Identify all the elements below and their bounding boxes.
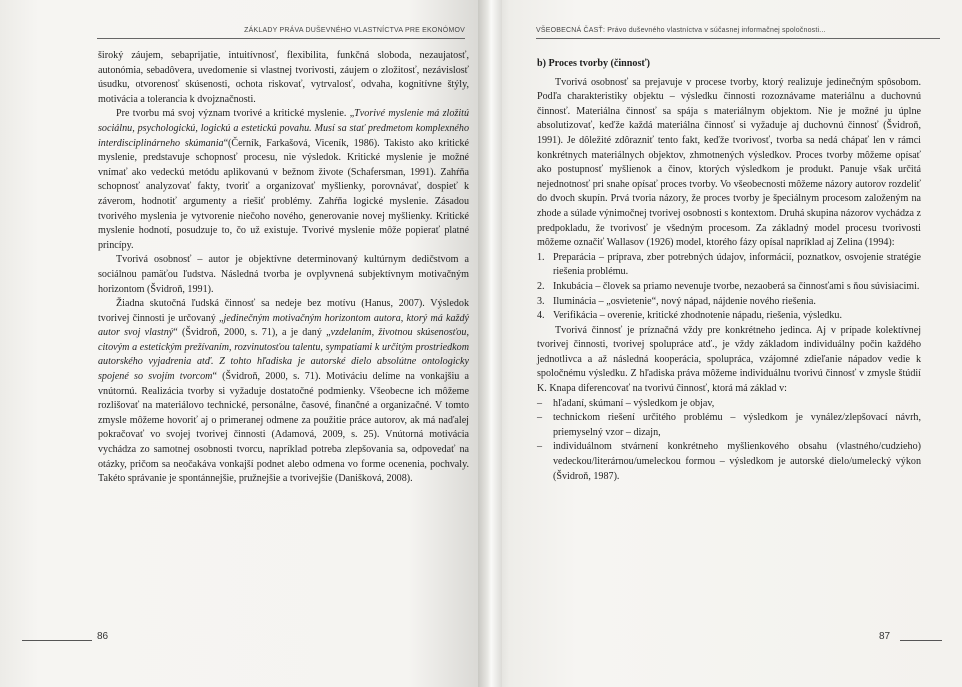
left-page-number: 86 (97, 631, 109, 642)
paragraph (98, 253, 469, 297)
italic-quote: jedinečným motivačným horizontom autora, ktorý má každý autor svoj vlastný (98, 312, 469, 339)
bullet-dash: – (537, 397, 543, 409)
list-item-text: individuálnom stvárnení konkrétneho myšlienkového obsahu (vlastného/cudzieho) vedeckou/literárnou/umeleckou formou – výsledkom je autorské dielo/umelecký výkon (Švidroň, 1987). (553, 441, 921, 482)
left-header-rule (97, 38, 465, 39)
list-item (537, 295, 921, 310)
italic-quote: vzdelaním, životnou skúsenosťou, citovým a estetickým prežívaním, rozvinutosťou talentu, sympatiami k určitým prostriedkom autorského vyjadrenia atď. Z tohto hľadiska je autorské dielo absolútne ontologicky spojené so svojím tvorcom (98, 327, 469, 383)
paragraph (98, 49, 469, 107)
bullet-dash: – (537, 412, 543, 424)
list-number: 3. (537, 295, 545, 307)
list-item (537, 411, 921, 440)
paragraph: Tvorivá osobnosť sa prejavuje v procese tvorby, ktorý realizuje jedinečným spôsobom. Podľa charakteristiky objektu – výsledku činnosti rozoznávame materiálnu a duchovnú činnosť. Materiálna činnosť sa spája s materiálnym objektom. Nie je možné ju úplne absolutizovať, keďže každá materiálna činnosť si vyžaduje aj duchovnú činnosť (Švidroň, 1991). Je dôležité zdôrazniť tento fakt, keďže tvorivosť, tvorba sa nedá chápať len v rámci konkrétnych materiálnych objektov, zhmotnených výsledkov. Proces tvorby môžeme opísať ako postupnosť myšlienok a činov, ktorých výsledkom je produkt. Panuje však určitá nejednotnosť pri snahe opísať proces tvorby. Vo všeobecnosti môžeme názory autorov rozdeliť do dvoch skupín. Prvá tvoria názory, že proces tvorby je špeciálnym procesom založeným na zhode a súlade výnimočnej tvorivej osobnosti s kontextom. Druhá skupina názorov vychádza z predpokladu, že tvorivosť je všedným procesom. Za základný model procesu tvorivosti môžeme označiť Wallasov (1926) model, ktorého fázy opísal napríklad aj Zelina (1994): (537, 76, 921, 249)
text-run: Žiadna skutočná ľudská činnosť sa nedeje bez motívu (Hanus, 2007). Výsledok tvorivej činnosti je určovaný „ (98, 298, 469, 324)
text-run: Pre tvorbu má svoj význam tvorivé a kritické myslenie. „ (116, 108, 355, 120)
list-item (537, 309, 921, 324)
book-gutter (478, 0, 502, 687)
italic-quote: Tvorivé myslenie má zložitú sociálnu, psychologickú, logickú a estetickú povahu. Musí sa stať predmetom komplexného interdisciplinárneho skúmania (98, 108, 469, 149)
list-item-text: Inkubácia – človek sa priamo nevenuje tvorbe, nezaoberá sa činnosťami s ňou súvisiacimi. (553, 280, 920, 292)
left-body-text (98, 49, 469, 487)
text-run: Tvorivá osobnosť – autor je objektívne determinovaný kultúrnym dedičstvom a sociálnou pamäťou ľudstva. Následná tvorba je ovplyvnená subjektívnym motivačným horizontom (Švidroň, 1991). (98, 254, 469, 295)
list-item-text: Preparácia – príprava, zber potrebných údajov, informácií, poznatkov, osvojenie stratégie riešenia problému. (553, 251, 921, 278)
activity-bullets-list (537, 397, 921, 485)
right-page (481, 0, 962, 687)
list-item-text: technickom riešení určitého problému – výsledkom je vynález/zlepšovací návrh, priemyselný vzor – dizajn, (553, 412, 921, 438)
text-run: “(Černík, Farkašová, Viceník, 1986). Takisto ako kritické myslenie, predstavuje schopnosť procesu, nie výsledok. Kritické myslenie je možné vnímať ako vedeckú metódu aplikovanú v bežnom živote (Schafersman, 1991). Zahŕňa schopnosť analyzovať fakty, tvoriť a organizovať myšlienky, porovnávať, dospieť k záverom, hodnotiť argumenty a riešiť problémy. Zahŕňa logické myslenie. Zásadou tvorivého myslenia je vytvorenie niečoho nového, generovanie novej myšlienky. Kritické myslenie hodnotí, posudzuje to, čo už existuje. Tvorivé myslenie môže popierať platné princípy. (98, 137, 469, 251)
text-run: “ (Švidroň, 2000, s. 71), a je daný „ (173, 327, 331, 339)
list-number: 4. (537, 310, 545, 322)
bullet-dash: – (537, 441, 543, 453)
right-body-text (537, 57, 921, 484)
left-footer-rule (22, 640, 92, 641)
list-item (537, 397, 921, 412)
list-item (537, 280, 921, 295)
section-heading: b) Proces tvorby (činnosť) (537, 58, 651, 69)
list-item-text: Verifikácia – overenie, kritické zhodnotenie nápadu, riešenia, výsledku. (553, 310, 842, 322)
text-run: široký záujem, sebaprijatie, intuitívnosť, flexibilita, funkčná sloboda, nezaujatosť, autonómia, sebadôvera, uvedomenie si vlastnej tvorivosti, záujem o zložitosť, nezávislosť úsudku, otvorenosť skúsenosti, ochota riskovať, vytrvalosť, odvaha, kognitívne štýly, motivácia a tolerancia k dvojznačnosti. (98, 50, 469, 105)
text-run: “ (Švidroň, 2000, s. 71). Motiváciu delíme na vonkajšiu a vnútornú. Realizácia tvorby si vyžaduje dostatočné podmienky. Všeobecne ich môžeme rozlišovať na materiálovo technické, personálne, časové, finančné a organizačné. V tomto zmysle môžeme hovoriť aj o primeranej odmene za použitie práce autorov, ak má naďalej pokračovať vo svojej tvorivej činnosti (Adamová, 2009, s. 25). Vnútorná motivácia vychádza zo samotnej osobnosti tvorcu, napríklad potreba zlepšovania sa, odpovedať na otázky, pričom sa neočakáva vonkajší podnet alebo odmena vo forme ocenenia, pochvaly. Takéto správanie je spontánnejšie, pružnejšie a tvorivejšie (Danišková, 2008). (98, 371, 469, 485)
list-item-text: hľadaní, skúmaní – výsledkom je objav, (553, 397, 715, 409)
list-item (537, 251, 921, 280)
right-page-number: 87 (879, 631, 891, 642)
right-header-rule (536, 38, 940, 39)
list-item-text: Iluminácia – „osvietenie“, nový nápad, nájdenie nového riešenia. (553, 295, 816, 307)
paragraph (98, 107, 469, 253)
right-footer-rule (900, 640, 942, 641)
process-steps-list (537, 251, 921, 324)
list-item (537, 440, 921, 484)
paragraph (98, 297, 469, 487)
list-number: 1. (537, 251, 545, 263)
paragraph: Tvorivá činnosť je príznačná vždy pre konkrétneho jedinca. Aj v prípade kolektívnej tvorivej činnosti, tvorivej spolupráce atď., je vždy základom individuálny počin každého jednotlivca a až následná kooperácia, spolupráca, vzájomné zdieľanie nápadov vedie k spoločnému výsledku. Z hľadiska práva môžeme individuálnu tvorivú činnosť v zmysle štúdií K. Knapa diferencovať na tvorivú činnosť, ktorá má základ v: (537, 324, 921, 395)
right-running-head: VŠEOBECNÁ ČASŤ: Právo duševného vlastníctva v súčasnej informačnej spoločnosti... (536, 27, 826, 34)
left-running-head: ZÁKLADY PRÁVA DUŠEVNÉHO VLASTNÍCTVA PRE EKONÓMOV (244, 27, 465, 34)
list-number: 2. (537, 280, 545, 292)
